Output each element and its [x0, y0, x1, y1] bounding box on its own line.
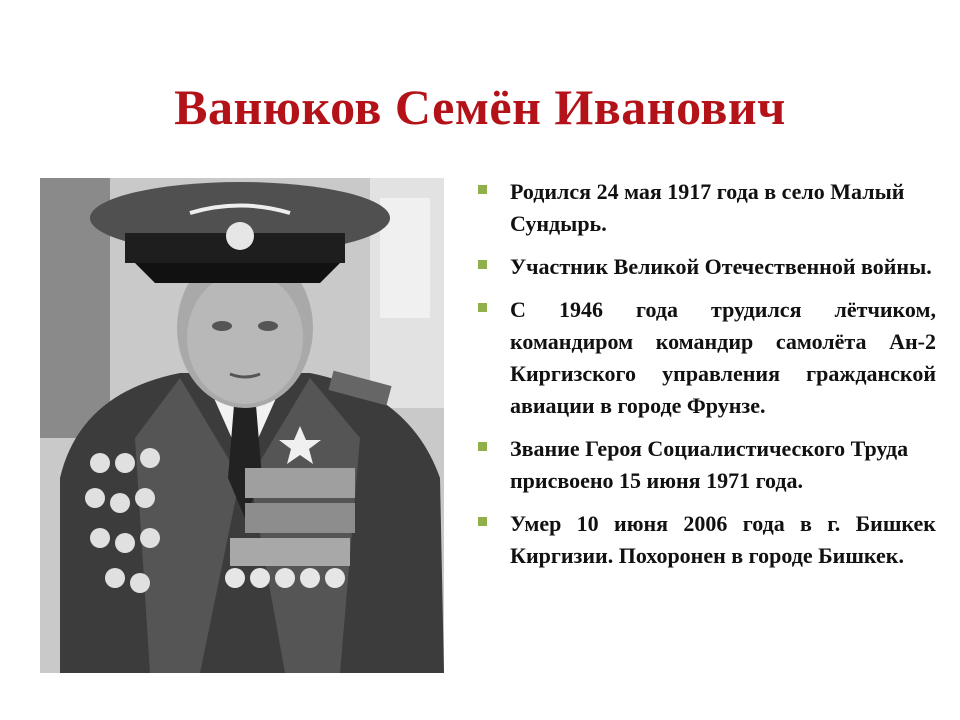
- square-bullet-icon: [478, 185, 487, 194]
- bullet-text: Звание Героя Социалистического Труда присвоено 15 июня 1971 года.: [510, 436, 909, 493]
- bullet-text: Участник Великой Отечественной войны.: [510, 254, 932, 279]
- bullet-item-death: [474, 508, 936, 572]
- bullet-item-birth: [474, 176, 936, 240]
- bullet-text: Родился 24 мая 1917 года в село Малый Сундырь.: [510, 179, 905, 236]
- portrait-illustration: [40, 178, 444, 673]
- square-bullet-icon: [478, 442, 487, 451]
- bullet-item-award: [474, 433, 936, 497]
- square-bullet-icon: [478, 260, 487, 269]
- portrait-photo: [40, 178, 444, 673]
- bullet-text: С 1946 года трудился лётчиком, командиром командир самолёта Ан-2 Киргизского управления гражданской авиации в городе Фрунзе.: [510, 297, 936, 418]
- slide-title: Ванюков Семён Иванович: [174, 79, 786, 135]
- square-bullet-icon: [478, 303, 487, 312]
- square-bullet-icon: [478, 517, 487, 526]
- bullet-list: [474, 176, 936, 583]
- bullet-text: Умер 10 июня 2006 года в г. Бишкек Киргизии. Похоронен в городе Бишкек.: [510, 511, 936, 568]
- bullet-item-career: [474, 294, 936, 422]
- bullet-item-war: [474, 251, 936, 283]
